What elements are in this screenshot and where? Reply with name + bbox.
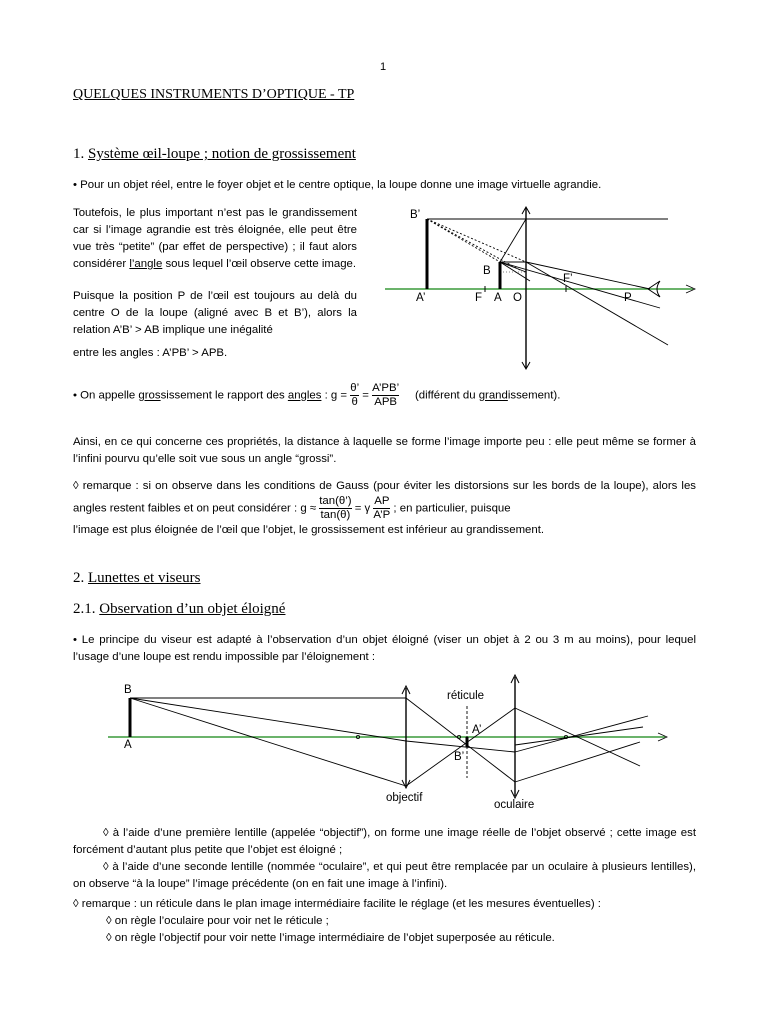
section-2-heading: 2. Lunettes et viseurs — [73, 570, 201, 586]
remark-item-1: ◊ on règle l’oculaire pour voir net le réticule ; — [106, 915, 329, 927]
label-F: F — [475, 292, 483, 304]
page-title: QUELQUES INSTRUMENTS D’OPTIQUE - TP — [73, 87, 355, 102]
objectif-item: ◊ à l’aide d’une première lentille (appelée “objectif”), on forme une image réelle de l’objet observé ; cette image est forcément d’autant plus petite que l’objet est éloigné ; — [73, 827, 696, 856]
section-1-para-3: Ainsi, en ce qui concerne ces propriétés, la distance à laquelle se forme l’image importe peu : elle peut même se former à l’infini pourvu qu’elle soit vue sous un angle “grossi”. — [73, 436, 696, 465]
label-A: A — [494, 292, 502, 304]
label-objectif: objectif — [386, 792, 423, 804]
oculaire-item: ◊ à l’aide d’une seconde lentille (nommée “oculaire”, et qui peut être remplacée par un oculaire à plusieurs lentilles), on observe “à la loupe” l’image précédente (on en fait une image à l’infini). — [73, 861, 696, 890]
label-F-prime: F’ — [563, 273, 573, 285]
label-O: O — [513, 292, 522, 304]
label-B-2: B — [124, 684, 132, 696]
label-B-prime: B’ — [410, 209, 421, 221]
page-number: 1 — [380, 61, 387, 73]
section-1-bullet: • Pour un objet réel, entre le foyer objet et le centre optique, la loupe donne une image virtuelle agrandie. — [73, 179, 602, 191]
label-B: B — [483, 265, 491, 277]
angle-inequality: entre les angles : A’PB’ > APB. — [73, 347, 228, 359]
label-reticule: réticule — [447, 690, 485, 702]
label-oculaire: oculaire — [494, 799, 535, 811]
label-P: P — [624, 292, 632, 304]
section-2-1-bullet: • Le principe du viseur est adapté à l’observation d’un objet éloigné (viser un objet à 2 ou 3 m au moins), pour lequel l’usage d’une loupe est rendu impossible par l’éloignement : — [73, 634, 696, 663]
label-A-prime: A’ — [416, 292, 426, 304]
label-A-prime-2: A’ — [472, 724, 482, 736]
reticule-remark: ◊ remarque : un réticule dans le plan image intermédiaire facilite le réglage (et les mesures éventuelles) : — [73, 898, 601, 910]
section-1-para-2: Puisque la position P de l’œil est toujours au delà du centre O de la loupe (aligné avec B et B’), alors la relation A’B’ > AB implique une inégalité — [73, 290, 357, 336]
remark-item-2: ◊ on règle l’objectif pour voir nette l’image intermédiaire de l’objet superposée au réticule. — [106, 932, 555, 944]
label-B-prime-2: B’ — [454, 751, 465, 763]
section-1-heading: 1. Système œil-loupe ; notion de grossissement — [73, 146, 356, 162]
section-1-remark: ◊ remarque : si on observe dans les conditions de Gauss (pour éviter les distorsions sur les bords de la loupe), alors les angles restent faibles et on peut considérer : g ≈ $\frac{\tan(\theta’)}{\tan(\theta)}$ = γ $\frac{AP}{A’P}$ ; en particulier, puisque l’image est plus éloignée de l’œil que l’objet, le grossissement est inférieur au grandissement. — [73, 480, 696, 536]
section-1-para-1: Toutefois, le plus important n’est pas le grandissement car si l’image agrandie est très éloignée, elle peut être vue très “petite” (par effet de perspective) ; il faut alors considérer l’angle sous lequel l’œil observe cette image. — [73, 207, 357, 270]
grossissement-definition: • On appelle grossissement le rapport des angles : g = $\frac{\theta’}{\theta}$ = $\frac{A’PB’}{\text{APB}}$ (différent du grandissement). — [73, 382, 561, 408]
section-2-1-heading: 2.1. Observation d’un objet éloigné — [73, 601, 286, 617]
label-A-2: A — [124, 739, 132, 751]
